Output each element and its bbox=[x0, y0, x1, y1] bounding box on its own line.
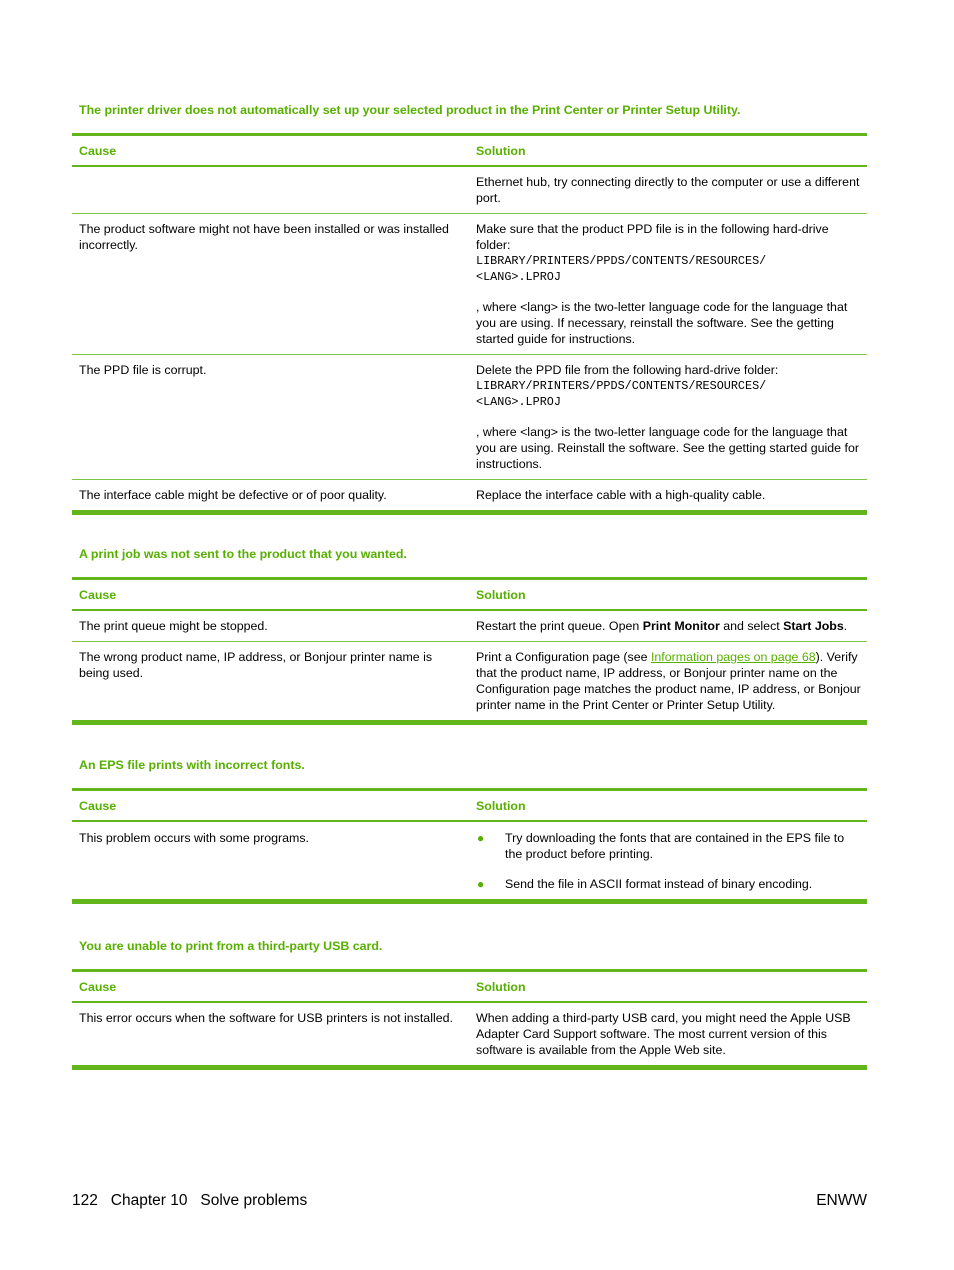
cause-cell: The PPD file is corrupt. bbox=[72, 355, 469, 480]
bullet-icon: ● bbox=[477, 877, 485, 891]
table-header-row bbox=[72, 971, 867, 1003]
cause-header: Cause bbox=[72, 135, 469, 167]
solution-cell bbox=[469, 214, 867, 355]
information-pages-link[interactable]: Information pages on page 68 bbox=[650, 650, 816, 664]
cause-cell: The product software might not have been installed or was installed incorrectly. bbox=[72, 214, 469, 355]
list-item bbox=[476, 876, 861, 892]
solution-cell bbox=[469, 355, 867, 480]
table-header-row bbox=[72, 135, 867, 167]
section-eps-fonts bbox=[72, 756, 867, 904]
folder-path: <LANG>.LPROJ bbox=[476, 395, 561, 409]
table-row bbox=[72, 480, 867, 513]
footer-locale: ENWW bbox=[816, 1192, 867, 1209]
solution-text: , where <lang> is the two-letter language code for the language that you are using. Reinstall the software. See the getting started guide for instructions. bbox=[476, 425, 859, 471]
folder-path: <LANG>.LPROJ bbox=[476, 270, 561, 284]
cause-header: Cause bbox=[72, 971, 469, 1003]
table-header-row bbox=[72, 790, 867, 822]
print-monitor-term: Print Monitor bbox=[642, 619, 720, 633]
section-title: A print job was not sent to the product that you wanted. bbox=[79, 547, 407, 561]
section-title: The printer driver does not automatically set up your selected product in the Print Center or Printer Setup Utility. bbox=[79, 103, 741, 117]
cause-header: Cause bbox=[72, 790, 469, 822]
folder-path: LIBRARY/PRINTERS/PPDS/CONTENTS/RESOURCES/ bbox=[476, 254, 767, 268]
solution-text: , where <lang> is the two-letter language code for the language that you are using. If necessary, reinstall the software. See the getting started guide for instructions. bbox=[476, 300, 848, 346]
table-row bbox=[72, 1002, 867, 1068]
solution-text: Print a Configuration page (see bbox=[476, 650, 651, 664]
footer-page-chapter: 122 Chapter 10 Solve problems bbox=[72, 1192, 308, 1209]
section-driver-setup bbox=[72, 101, 867, 515]
solution-cell bbox=[469, 610, 867, 642]
solution-cell bbox=[469, 821, 867, 902]
cause-cell: The print queue might be stopped. bbox=[72, 610, 469, 642]
solution-header: Solution bbox=[469, 135, 867, 167]
table-row bbox=[72, 166, 867, 214]
page-footer bbox=[72, 1192, 867, 1210]
troubleshooting-table bbox=[72, 969, 867, 1070]
bullet-text: Try downloading the fonts that are contained in the EPS file to the product before printing. bbox=[505, 831, 845, 861]
section-title: You are unable to print from a third-party USB card. bbox=[79, 939, 383, 953]
cause-cell: The wrong product name, IP address, or Bonjour printer name is being used. bbox=[72, 642, 469, 723]
section-usb-card bbox=[72, 937, 867, 1070]
table-header-row bbox=[72, 579, 867, 611]
solution-cell: Ethernet hub, try connecting directly to the computer or use a different port. bbox=[469, 166, 867, 214]
solution-cell: Replace the interface cable with a high-quality cable. bbox=[469, 480, 867, 513]
table-row bbox=[72, 821, 867, 902]
solution-header: Solution bbox=[469, 790, 867, 822]
cause-cell: The interface cable might be defective or of poor quality. bbox=[72, 480, 469, 513]
folder-path: LIBRARY/PRINTERS/PPDS/CONTENTS/RESOURCES/ bbox=[476, 379, 767, 393]
cause-header: Cause bbox=[72, 579, 469, 611]
section-title: An EPS file prints with incorrect fonts. bbox=[79, 758, 305, 772]
list-item bbox=[476, 830, 861, 862]
bullet-icon: ● bbox=[477, 831, 485, 845]
table-row bbox=[72, 214, 867, 355]
solution-header: Solution bbox=[469, 579, 867, 611]
cause-cell: This error occurs when the software for USB printers is not installed. bbox=[72, 1002, 469, 1068]
troubleshooting-table bbox=[72, 577, 867, 725]
solution-header: Solution bbox=[469, 971, 867, 1003]
troubleshooting-table bbox=[72, 133, 867, 515]
table-row bbox=[72, 355, 867, 480]
solution-text: ). Verify that the product name, IP address, or Bonjour printer name on the Configuration page matches the product name, IP address, or Bonjour printer name in the Print Center or Printer Setup Utility. bbox=[476, 650, 861, 712]
solution-text: Restart the print queue. Open bbox=[476, 619, 643, 633]
solution-text: Make sure that the product PPD file is in the following hard-drive folder: bbox=[476, 222, 829, 252]
start-jobs-term: Start Jobs bbox=[783, 619, 844, 633]
cause-cell: This problem occurs with some programs. bbox=[72, 821, 469, 902]
bullet-text: Send the file in ASCII format instead of binary encoding. bbox=[505, 877, 813, 891]
solution-text: and select bbox=[719, 619, 784, 633]
cause-cell bbox=[72, 166, 469, 214]
solution-text: Delete the PPD file from the following hard-drive folder: bbox=[476, 363, 779, 377]
section-print-job-not-sent bbox=[72, 545, 867, 725]
solution-text: . bbox=[843, 619, 848, 633]
table-row bbox=[72, 610, 867, 642]
table-row bbox=[72, 642, 867, 723]
solution-bullet-list bbox=[476, 830, 861, 892]
solution-cell bbox=[469, 642, 867, 723]
troubleshooting-table bbox=[72, 788, 867, 904]
solution-cell: When adding a third-party USB card, you might need the Apple USB Adapter Card Support software. The most current version of this software is available from the Apple Web site. bbox=[469, 1002, 867, 1068]
